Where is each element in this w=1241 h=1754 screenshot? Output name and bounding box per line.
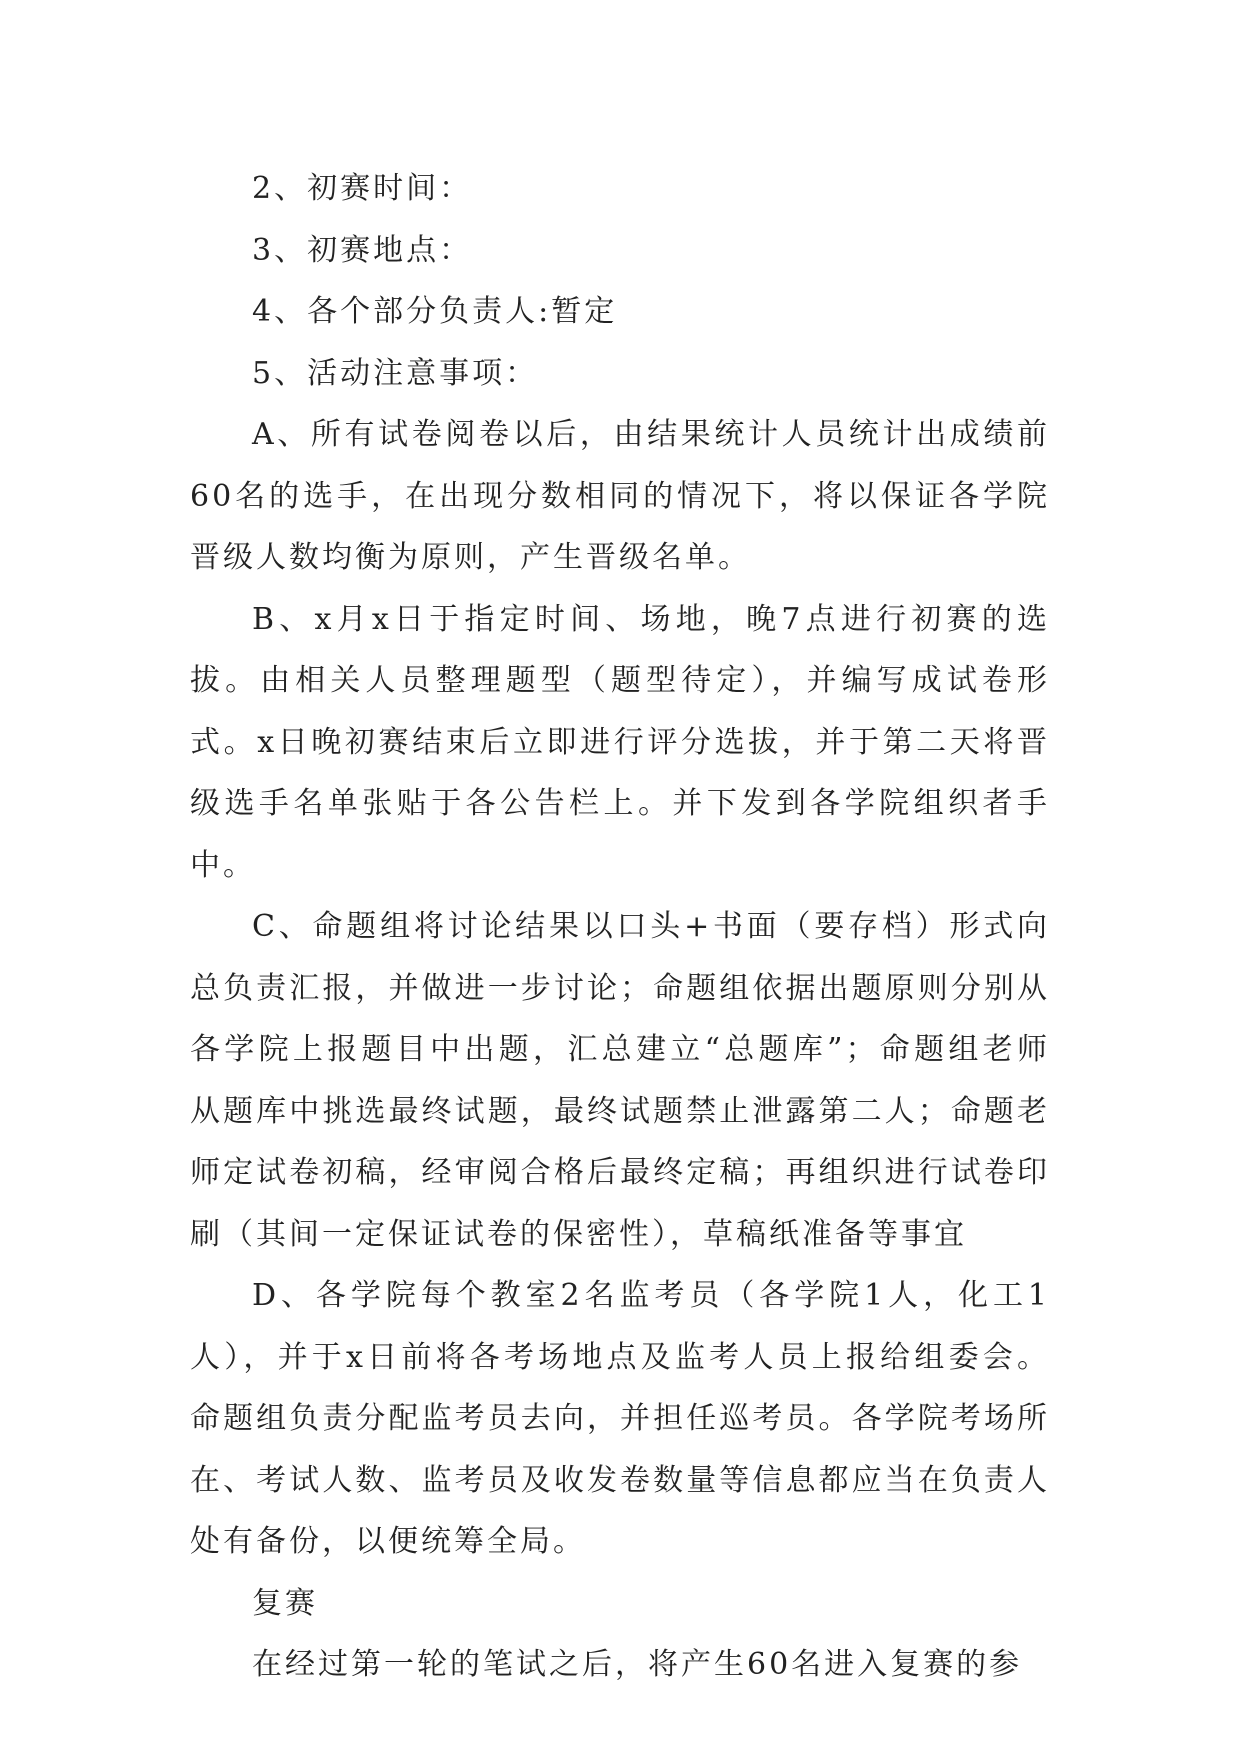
paragraph-a: A、所有试卷阅卷以后，由结果统计人员统计出成绩前60名的选手，在出现分数相同的情况下，将以保证各学院晋级人数均衡为原则，产生晋级名单。 — [190, 417, 1050, 575]
document-body — [190, 158, 1050, 1696]
paragraph-c: C、命题组将讨论结果以口头+书面（要存档）形式向总负责汇报，并做进一步讨论；命题组依据出题原则分别从各学院上报题目中出题，汇总建立“总题库”；命题组老师从题库中挑选最终试题，最终试题禁止泄露第二人；命题老师定试卷初稿，经审阅合格后最终定稿；再组织进行试卷印刷（其间一定保证试卷的保密性），草稿纸准备等事宜 — [190, 909, 1050, 1252]
item-notes-heading: 5、活动注意事项： — [252, 355, 539, 391]
item-preliminary-time: 2、初赛时间： — [252, 171, 473, 206]
paragraph-d: D、各学院每个教室2名监考员（各学院1人，化工1人），并于x日前将各考场地点及监考人员上报给组委会。命题组负责分配监考员去向，并担任巡考员。各学院考场所在、考试人数、监考员及收发卷数量等信息都应当在负责人处有备份，以便统筹全局。 — [190, 1278, 1050, 1559]
item-responsible-persons: 4、各个部分负责人:暂定 — [252, 294, 618, 329]
item-preliminary-venue: 3、初赛地点： — [252, 232, 473, 268]
paragraph-semifinal-intro: 在经过第一轮的笔试之后，将产生60名进入复赛的参 — [252, 1647, 1023, 1682]
paragraph-b: B、x月x日于指定时间、场地，晚7点进行初赛的选拔。由相关人员整理题型（题型待定），并编写成试卷形式。x日晚初赛结束后立即进行评分选拔，并于第二天将晋级选手名单张贴于各公告栏上。并下发到各学院组织者手中。 — [190, 601, 1050, 883]
section-heading-semifinal: 复赛 — [252, 1585, 318, 1621]
